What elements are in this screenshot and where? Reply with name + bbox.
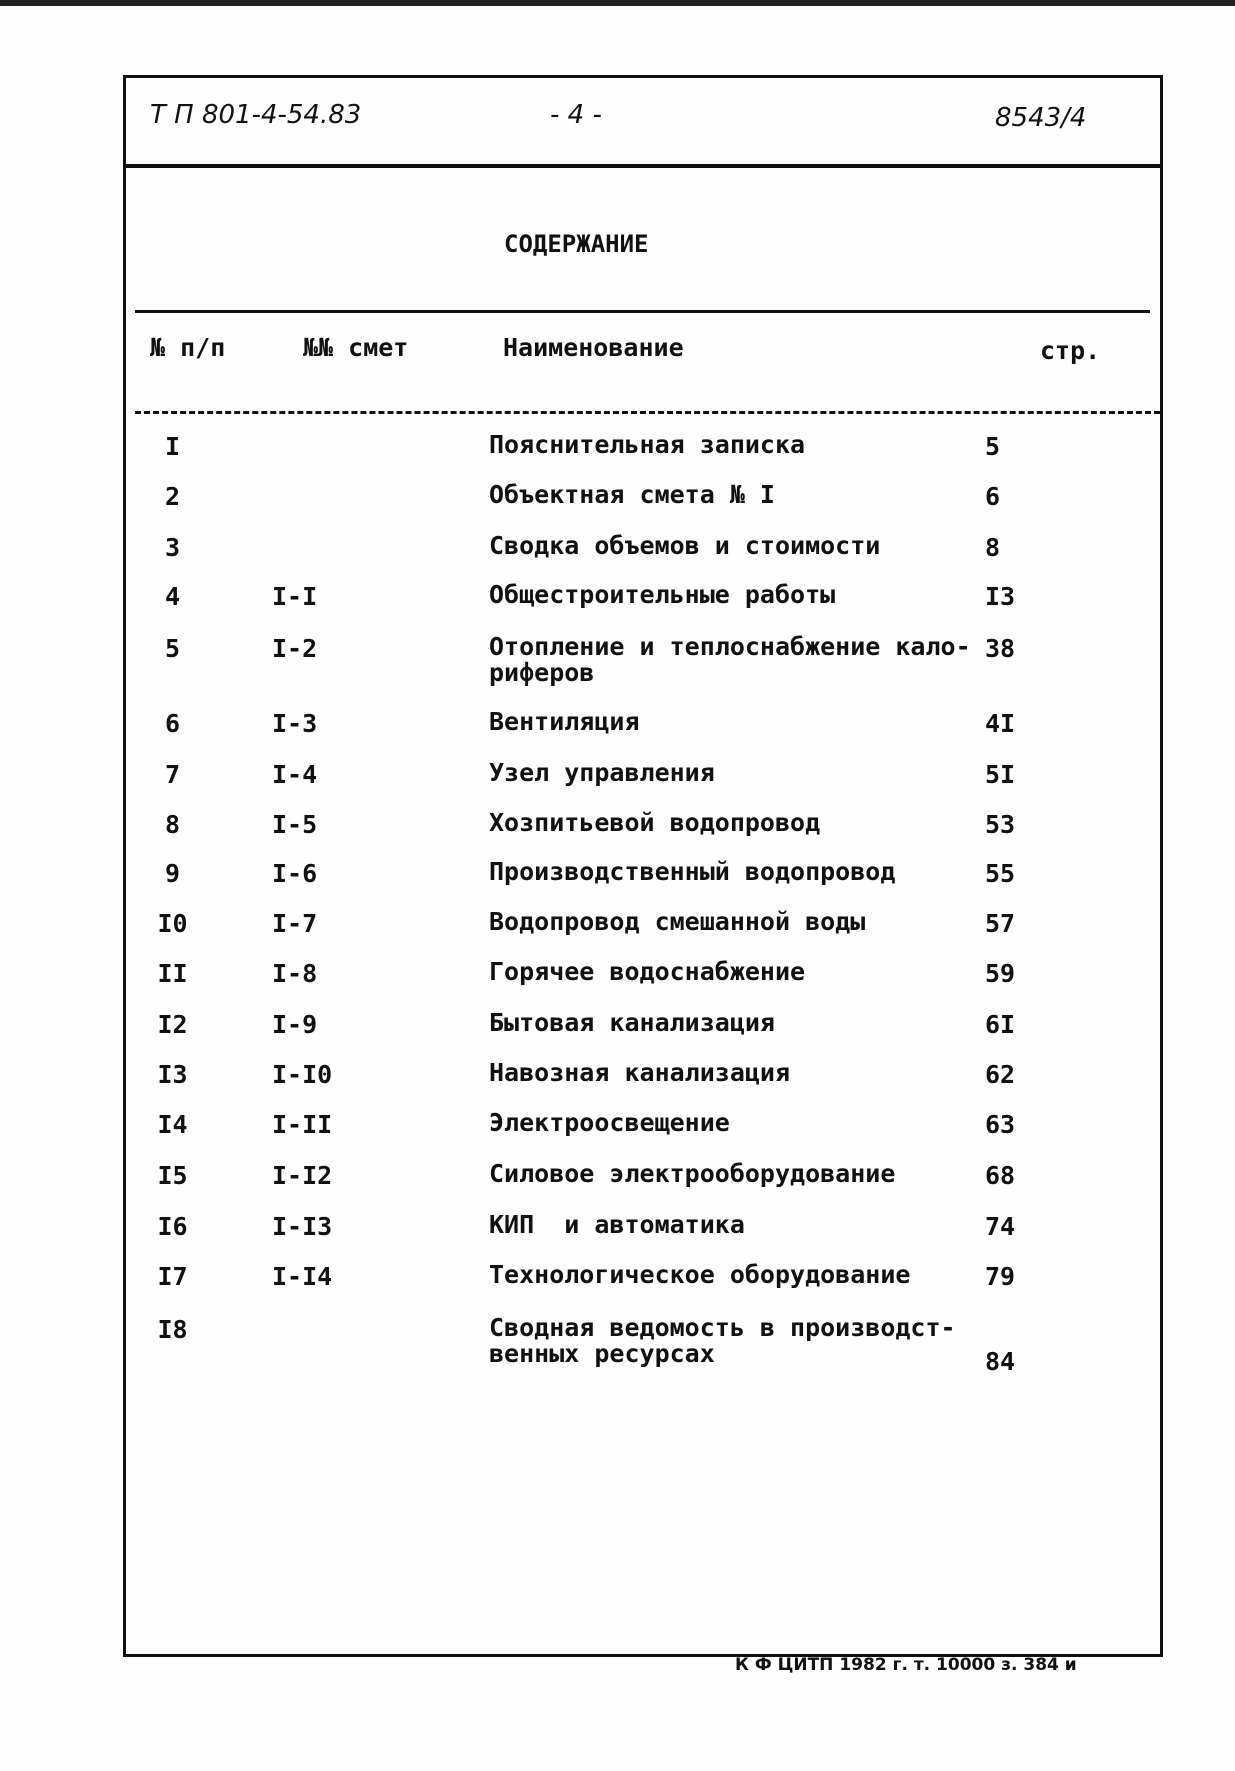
page-ref: 38 (985, 634, 1016, 663)
row-number: I (164, 432, 181, 461)
item-name: Электроосвещение (489, 1108, 730, 1137)
item-name: Бытовая канализация (489, 1008, 775, 1037)
smeta-number: I-7 (272, 909, 318, 938)
page-ref: 57 (985, 909, 1016, 938)
smeta-number: I-2 (272, 634, 318, 663)
print-imprint: К Ф ЦИТП 1982 г. т. 10000 з. 384 и (735, 1655, 1077, 1675)
page-ref: 74 (985, 1212, 1016, 1241)
item-name: Узел управления (489, 758, 715, 787)
table-header-rule (135, 411, 1160, 414)
smeta-number: I-I4 (272, 1262, 333, 1291)
page-ref: 5 (985, 432, 1001, 461)
item-name: Вентиляция (489, 707, 640, 736)
page-ref: I3 (985, 582, 1016, 611)
page-ref: 8 (985, 533, 1001, 562)
page-title: СОДЕРЖАНИЕ (504, 230, 649, 258)
column-header-num: № п/п (150, 333, 226, 362)
scan-edge (0, 0, 1235, 6)
item-name: Горячее водоснабжение (489, 957, 806, 986)
item-name: Водопровод смешанной воды (489, 907, 866, 936)
row-number: II (157, 959, 188, 988)
page-ref: 59 (985, 959, 1016, 988)
row-number: I5 (157, 1161, 188, 1190)
smeta-number: I-6 (272, 859, 318, 888)
item-name: Общестроительные работы (489, 580, 836, 609)
page-ref: 4I (985, 709, 1016, 738)
item-name: Производственный водопровод (489, 857, 896, 886)
doc-code: Т П 801-4-54.83 (150, 100, 362, 130)
page-ref: 55 (985, 859, 1016, 888)
page-ref: 5I (985, 760, 1016, 789)
row-number: I8 (157, 1315, 188, 1344)
row-number: I6 (157, 1212, 188, 1241)
item-name: Отопление и теплоснабжение кало- риферов (489, 632, 971, 687)
item-name: Сводная ведомость в производст- венных ресурсах (489, 1313, 956, 1368)
item-name: Хозпитьевой водопровод (489, 808, 821, 837)
page-ref: 68 (985, 1161, 1016, 1190)
item-name: Объектная смета № I (489, 480, 775, 509)
row-number: 7 (164, 760, 181, 789)
row-number: 4 (164, 582, 181, 611)
page-ref: 53 (985, 810, 1016, 839)
smeta-number: I-I (272, 582, 318, 611)
item-name: Силовое электрооборудование (489, 1159, 896, 1188)
row-number: 3 (164, 533, 181, 562)
row-number: 5 (164, 634, 181, 663)
item-name: Сводка объемов и стоимости (489, 531, 881, 560)
smeta-number: I-3 (272, 709, 318, 738)
smeta-number: I-II (272, 1110, 333, 1139)
row-number: I7 (157, 1262, 188, 1291)
row-number: I2 (157, 1010, 188, 1039)
smeta-number: I-9 (272, 1010, 318, 1039)
smeta-number: I-I0 (272, 1060, 333, 1089)
page-ref: 79 (985, 1262, 1016, 1291)
smeta-number: I-I2 (272, 1161, 333, 1190)
smeta-number: I-5 (272, 810, 318, 839)
smeta-number: I-4 (272, 760, 318, 789)
row-number: 6 (164, 709, 181, 738)
row-number: 9 (164, 859, 181, 888)
page-ref: 6 (985, 482, 1001, 511)
table-top-rule (135, 310, 1150, 313)
smeta-number: I-I3 (272, 1212, 333, 1241)
row-number: I4 (157, 1110, 188, 1139)
item-name: Пояснительная записка (489, 430, 806, 459)
page-ref: 6I (985, 1010, 1016, 1039)
page-ref: 63 (985, 1110, 1016, 1139)
item-name: КИП и автоматика (489, 1210, 745, 1239)
item-name: Навозная канализация (489, 1058, 791, 1087)
sheet-number: 8543/4 (995, 103, 1087, 133)
header-divider (126, 164, 1160, 168)
smeta-number: I-8 (272, 959, 318, 988)
page-ref: 62 (985, 1060, 1016, 1089)
column-header-page: стр. (1040, 336, 1101, 365)
page-ref: 84 (985, 1347, 1016, 1376)
row-number: I3 (157, 1060, 188, 1089)
row-number: 2 (164, 482, 181, 511)
column-header-smeta: №№ смет (303, 333, 409, 362)
row-number: I0 (157, 909, 188, 938)
item-name: Технологическое оборудование (489, 1260, 911, 1289)
column-header-name: Наименование (503, 333, 684, 362)
page-number: - 4 - (550, 100, 602, 130)
row-number: 8 (164, 810, 181, 839)
